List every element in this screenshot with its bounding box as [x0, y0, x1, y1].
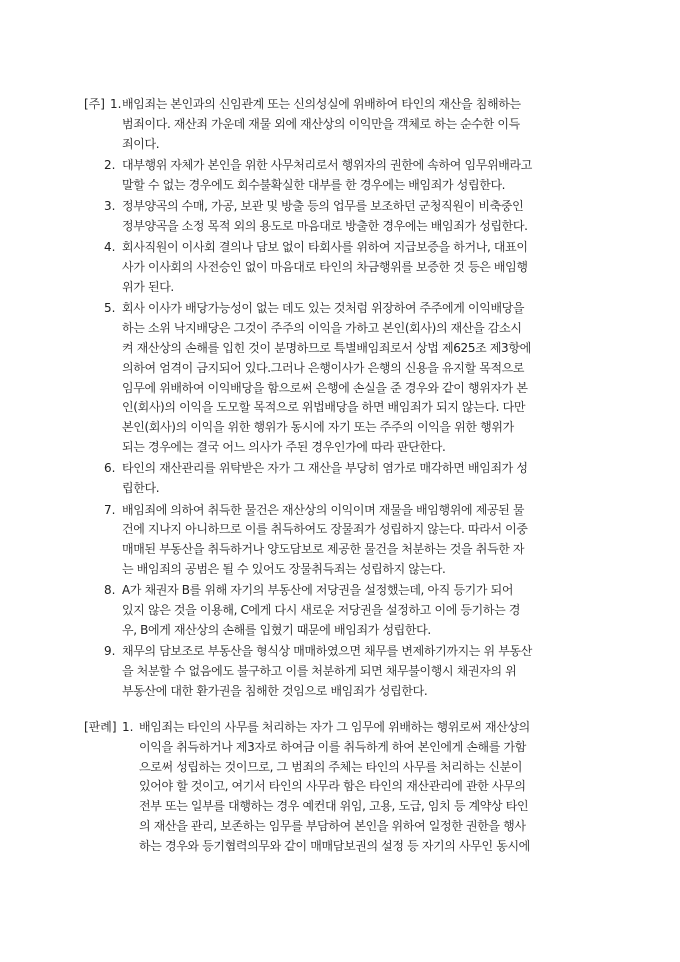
- notes-item-line: 부동산에 대한 환가권을 침해한 것임으로 배임죄가 성립한다.: [122, 683, 428, 698]
- notes-section: [0, 95, 680, 703]
- notes-item: [0, 197, 680, 237]
- precedent-list: [0, 718, 680, 857]
- notes-item-line: 회사직원이 이사회 결의나 담보 없이 타회사를 위하여 지급보증을 하거나, 대표이: [122, 240, 528, 255]
- notes-item-line: 회사 이사가 배당가능성이 없는 데도 있는 것처럼 위장하여 주주에게 이익배당을: [122, 301, 525, 316]
- notes-item: [0, 156, 680, 196]
- notes-item-line: 죄이다.: [122, 136, 160, 151]
- notes-item: [0, 95, 680, 154]
- notes-item-line: 배임죄에 의하여 취득한 물건은 재산상의 이익이며 재물을 배임행위에 제공된 물: [122, 502, 525, 517]
- notes-item-line: 채무의 담보조로 부동산을 형식상 매매하였으면 채무를 변제하기까지는 위 부동산: [122, 644, 532, 659]
- notes-item-number: 8.: [104, 583, 116, 598]
- notes-item-number: 4.: [104, 240, 116, 255]
- notes-item-line: 인(회사)의 이익을 도모할 목적으로 위법배당을 하면 배임죄가 되지 않는다. 다만: [122, 400, 526, 415]
- notes-item-number: 7.: [104, 502, 116, 517]
- notes-item-line: 대부행위 자체가 본인을 위한 사무처리로서 행위자의 권한에 속하여 임무위배라고: [122, 157, 532, 172]
- notes-item-line: 타인의 재산관리를 위탁받은 자가 그 재산을 부당히 염가로 매각하면 배임죄가 성: [122, 461, 528, 476]
- precedent-item-line: 있어야 할 것이고, 여기서 타인의 사무라 함은 타인의 재산관리에 관한 사무의: [139, 779, 526, 794]
- precedent-item-line: 이익을 취득하거나 제3자로 하여금 이를 취득하게 하여 본인에게 손해를 가함: [139, 739, 526, 754]
- notes-item-line: 켜 재산상의 손해를 입힌 것이 분명하므로 특별배임죄로서 상법 제625조 제3항에: [122, 340, 531, 355]
- notes-item-line: 정부양곡의 수매, 가공, 보관 및 방출 등의 업무를 보조하던 군청직원이 비축중인: [122, 199, 524, 214]
- notes-item-line: 을 처분할 수 없음에도 불구하고 이를 처분하게 되면 채무불이행시 채권자의 위: [122, 664, 517, 679]
- notes-item-number: 1.: [110, 97, 122, 111]
- notes-item: [0, 238, 680, 297]
- notes-item-line: A가 채권자 B를 위해 자기의 부동산에 저당권을 설정했는데, 아직 등기가 되어: [122, 583, 514, 598]
- notes-item-line: 매매된 부동산을 취득하거나 양도담보로 제공한 물건을 처분하는 것을 취득한 자: [122, 542, 525, 557]
- precedent-label: [판례]: [84, 720, 117, 734]
- notes-item-line: 임무에 위배하여 이익배당을 함으로써 은행에 손실을 준 경우와 같이 행위자가 본: [122, 380, 528, 395]
- notes-item-line: 되는 경우에는 결국 어느 의사가 주된 경우인가에 따라 판단한다.: [122, 439, 446, 454]
- notes-item-number: 6.: [104, 461, 116, 476]
- notes-item-line: 의하여 엄격이 금지되어 있다.그러나 은행이사가 은행의 신용을 유지할 목적으로: [122, 360, 525, 375]
- notes-item-number: 5.: [104, 301, 116, 316]
- notes-item-line: 는 배임죄의 공범은 될 수 있어도 장물취득죄는 성립하지 않는다.: [122, 561, 446, 576]
- precedent-item-line: 의 재산을 관리, 보존하는 임무를 부담하여 본인을 위하여 일정한 권한을 행사: [139, 818, 526, 833]
- precedent-item-line: 배임죄는 타인의 사무를 처리하는 자가 그 임무에 위배하는 행위로써 재산상의: [139, 720, 530, 734]
- notes-item-line: 있지 않은 것을 이용해, C에게 다시 새로운 저당권을 설정하고 이에 등기하는 경: [122, 603, 521, 618]
- notes-item-line: 하는 소위 낙지배당은 그것이 주주의 이익을 가하고 본인(회사)의 재산을 감소시: [122, 321, 522, 336]
- notes-list: [0, 95, 680, 702]
- notes-item-number: 9.: [104, 644, 116, 659]
- precedent-item-number: 1.: [122, 720, 134, 734]
- notes-item-line: 위가 된다.: [122, 279, 174, 294]
- notes-item-line: 사가 이사회의 사전승인 없이 마음대로 타인의 차금행위를 보증한 것 등은 배임행: [122, 260, 528, 275]
- notes-item: [0, 581, 680, 640]
- precedent-item-line: 으로써 성립하는 것이므로, 그 범죄의 주체는 타인의 사무를 처리하는 신분이: [139, 759, 523, 774]
- notes-item-line: 립한다.: [122, 481, 160, 496]
- notes-item: [0, 642, 680, 701]
- notes-item-line: 정부양곡을 소정 목적 외의 용도로 마음대로 방출한 경우에는 배임죄가 성립한다.: [122, 218, 528, 233]
- notes-item-line: 배임죄는 본인과의 신임관계 또는 신의성실에 위배하여 타인의 재산을 침해하는: [122, 97, 521, 111]
- precedent-section: [0, 718, 680, 857]
- notes-item-number: 3.: [104, 199, 116, 214]
- notes-item: [0, 299, 680, 457]
- notes-item-line: 범죄이다. 재산죄 가운데 재물 외에 재산상의 이익만을 객체로 하는 순수한 이득: [122, 116, 520, 131]
- notes-item-line: 건에 지나지 아니하므로 이를 취득하여도 장물죄가 성립하지 않는다. 따라서 이중: [122, 522, 528, 537]
- notes-item-number: 2.: [104, 157, 116, 172]
- notes-item-line: 말할 수 없는 경우에도 회수불확실한 대부를 한 경우에는 배임죄가 성립한다.: [122, 177, 506, 192]
- notes-item-line: 본인(회사)의 이익을 위한 행위가 동시에 자기 또는 주주의 이익을 위한 행위가: [122, 420, 514, 435]
- precedent-item-line: 전부 또는 일부를 대행하는 경우 예컨대 위임, 고용, 도급, 임치 등 계약상 타인: [139, 799, 529, 814]
- notes-item: [0, 459, 680, 499]
- precedent-item: [0, 718, 680, 857]
- notes-item: [0, 501, 680, 580]
- notes-label: [주]: [84, 97, 105, 111]
- notes-item-line: 우, B에게 재산상의 손해를 입혔기 때문에 배임죄가 성립한다.: [122, 622, 431, 637]
- precedent-item-line: 하는 경우와 등기협력의무와 같이 매매담보권의 설정 등 자기의 사무인 동시에: [139, 838, 530, 853]
